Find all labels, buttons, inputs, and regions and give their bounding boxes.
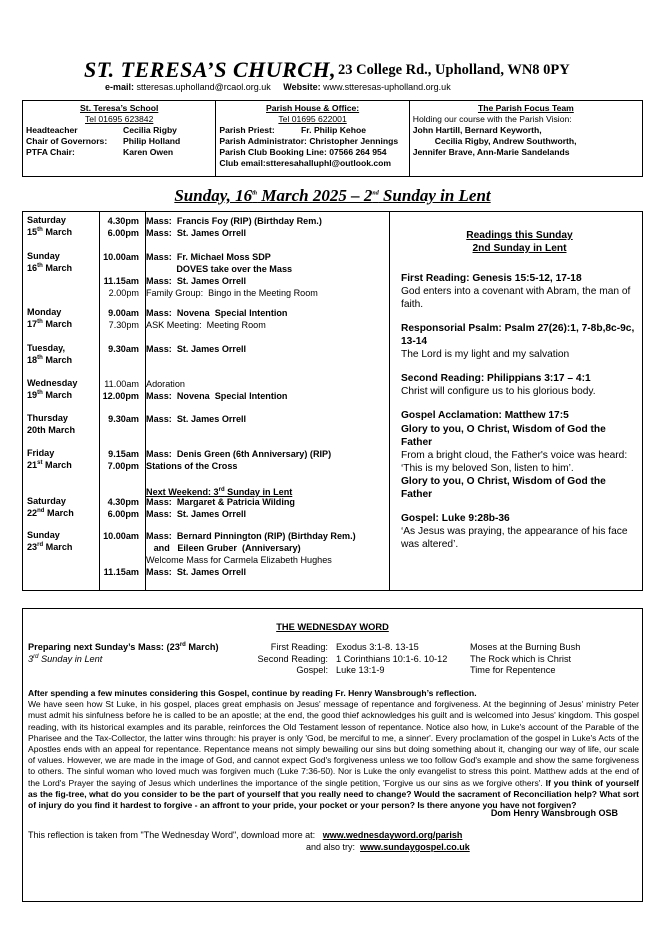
school-row: PTFA Chair: Karen Owen [26,146,174,157]
schedule-item: 11.00am Adoration [104,379,185,389]
sunday-title: Sunday, 16th March 2025 – 2nd Sunday in Lent [174,186,491,205]
wednesday-word-box [22,608,643,902]
footer-text-2: and also try: [306,842,356,852]
schedule-item: 4.30pm Mass: Margaret & Patricia Wilding [107,497,295,507]
church-address: 23 College Rd., Upholland, WN8 0PY [338,62,570,78]
prep-subheading: 3rd Sunday in Lent [28,653,103,664]
schedule-item: 9.30am Mass: St. James Orrell [108,414,247,424]
focus-team-title: The Parish Focus Team [477,103,574,113]
info-boxes [22,100,643,177]
wednesday-word-link[interactable]: www.wednesdayword.org/parish [322,830,463,840]
schedule-day: Sunday 16th March [27,251,73,273]
schedule-item: and Eileen Gruber (Anniversary) [146,543,301,553]
club-booking: Parish Club Booking Line: 07566 264 954 [219,146,387,157]
focus-team-line: Jennifer Brave, Ann-Marie Sandelands [412,146,570,157]
schedule-day: Thursday 20th March [27,413,76,435]
acclamation-label: Gospel Acclamation: Matthew 17:5 [401,410,569,422]
next-reading-row: First Reading: Exodus 3:1-8. 13-15 Moses at the Burning Bush [270,642,581,652]
second-reading-label: Second Reading: Philippians 3:17 – 4:1 [401,373,591,385]
schedule-item: 4.30pm Mass: Francis Foy (RIP) (Birthday Rem.) [107,216,322,226]
schedule-day: Sunday 23rd March [27,530,73,552]
schedule-item: Welcome Mass for Carmela Elizabeth Hughes [146,555,332,565]
gospel-text: ‘As Jesus was praying, the appearance of his face was altered’. [401,525,628,550]
parish-house-tel: Tel 01695 622001 [278,113,347,124]
parish-priest: Parish Priest: Fr. Philip Kehoe [219,124,366,135]
wednesday-word-title: THE WEDNESDAY WORD [276,622,389,632]
school-box [23,101,216,176]
psalm-text: The Lord is my light and my salvation [401,349,570,361]
school-row: Chair of Governors: Philip Holland [26,135,181,146]
schedule-item: 10.00am Mass: Fr. Michael Moss SDP [103,252,271,262]
next-reading-row: Second Reading: 1 Corinthians 10:1-6. 10-12 The Rock which is Christ [257,653,572,664]
schedule-day: Saturday 15th March [27,215,73,237]
schedule-item: 6.00pm Mass: St. James Orrell [107,509,247,519]
schedule-item: 12.00pm Mass: Novena Special Intention [102,391,288,401]
website-label: Website: [283,82,321,92]
focus-team-line: Holding our course with the Parish Vision: [412,113,572,124]
first-reading-text: God enters into a covenant with Abram, the man of faith. [401,286,631,311]
school-tel: Tel 01695 623842 [85,113,154,124]
readings-subheading: 2nd Sunday in Lent [472,243,567,255]
signature: Dom Henry Wansbrough OSB [490,808,618,818]
reflection-intro: After spending a few minutes considering this Gospel, continue by reading Fr. Henry Wansbrough’s reflection. [28,688,477,698]
schedule-box [22,211,643,591]
email-value[interactable]: stteresas.upholland@rcaol.org.uk [136,82,271,92]
parish-admin: Parish Administrator: Christopher Jennings [219,135,399,146]
website-value[interactable]: www.stteresas-upholland.org.uk [323,82,451,92]
schedule-item: 9.30am Mass: St. James Orrell [108,344,247,354]
schedule-item: 9.15am Mass: Denis Green (6th Anniversary) (RIP) [108,449,332,459]
focus-team-line: Cecilia Rigby, Andrew Southworth, [434,135,577,146]
schedule-item: 11.15am Mass: St. James Orrell [103,276,247,286]
school-title: St. Teresa’s School [80,103,159,113]
readings-panel [395,212,644,551]
next-weekend-heading: Next Weekend: 3rd Sunday in Lent [146,486,293,497]
schedule-day: Wednesday 19th March [27,378,78,400]
schedule-day: Tuesday, 18th March [27,343,73,365]
schedule-item: 11.15am Mass: St. James Orrell [103,567,247,577]
church-name: ST. TERESA’S CHURCH, [84,57,337,82]
reflection-questions: If you think of yourself as the fig-tree, what do you consider to be the part of yourself that you really need to change? Would the sacrament of Reconciliation help? What sort of injury do you find it hardest to forgive - an affront to your pride, your pocket or your person? Is there anyone you have not forgiven? [28,777,639,811]
parish-house-box [216,101,409,176]
reflection-text [28,688,639,811]
focus-team-line: John Hartill, Bernard Keyworth, [412,124,542,135]
prep-heading: Preparing next Sunday’s Mass: (23rd March) [28,641,219,652]
first-reading-label: First Reading: Genesis 15:5-12, 17-18 [401,273,582,285]
next-readings-table [250,642,630,677]
schedule-item: 10.00am Mass: Bernard Pinnington (RIP) (Birthday Rem.) [103,531,356,541]
schedule-day: Monday 17th March [27,307,73,329]
email-label: e-mail: [105,82,135,92]
readings-heading: Readings this Sunday [466,230,573,241]
schedule-item: 9.00am Mass: Novena Special Intention [108,308,288,318]
schedule-item: 2.00pm Family Group: Bingo in the Meeting Room [108,288,318,298]
acclamation-response: Glory to you, O Christ, Wisdom of God the Father [401,423,606,448]
schedule-day: Friday 21st March [27,448,72,470]
gospel-label: Gospel: Luke 9:28b-36 [401,512,510,524]
acclamation-response-2: Glory to you, O Christ, Wisdom of God the Father [401,475,606,500]
schedule-day: Saturday 22nd March [27,496,74,518]
reflection-body: We have seen how St Luke, in his gospel, places great emphasis on Jesus' message of repentance and forgiveness. At the beginning of Jesus' ministry Peter must admit his sinfulness before he is called to be an apostle; at the end, the good thief acknowledges his guilt and is welcomed into Jesus' kingdom. This gospel reading, with its historical examples and its parable, reinforces the Old Testament lesson of repentance. Notice also how, in Luke's account of the Parable of the Pharisee and the Tax-Collector, the latter wins through: his prayer is only 'God, be merciful to me, a sinner'. Every proclamation of the gospel in Luke's Acts of the Apostles ends with an appeal for repentance. Repentance means not simply bewailing our sins but doing something about it, changing our way of life, our scale of values. However, we are made in the image of God, and cannot expect God's forgiveness unless we too follow God's example and show the same forgiveness to others. The sinful woman who loved much was forgiven much (Luke 7:36-50). Nor is Luke the only evangelist to stress this point. Matthew adds at the end of the Lord's Prayer the saying of Jesus which underlines the importance of the single petition, 'Forgive us our sins as we forgive others'. [28,699,639,788]
parish-house-title: Parish House & Office: [266,103,360,113]
acclamation-text: From a bright cloud, the Father's voice was heard: ‘This is my beloved Son, listen to him’. [401,449,628,474]
focus-team-box [410,101,642,176]
sunday-gospel-link[interactable]: www.sundaygospel.co.uk [360,842,470,852]
next-reading-row: Gospel: Luke 13:1-9 Time for Repentence [296,665,556,676]
schedule-item: 7.00pm Stations of the Cross [107,461,238,471]
second-reading-text: Christ will configure us to his glorious body. [401,386,596,398]
schedule-item: 7.30pm ASK Meeting: Meeting Room [108,320,266,330]
school-row: Headteacher Cecilia Rigby [26,124,177,135]
club-email: Club email:stteresahalluphl@outlook.com [219,157,392,168]
schedule-item: 6.00pm Mass: St. James Orrell [107,228,247,238]
psalm-label: Responsorial Psalm: Psalm 27(26):1, 7-8b,8c-9c, 13-14 [401,323,635,348]
contact-line [105,82,451,93]
schedule-item: DOVES take over the Mass [146,264,293,274]
footer-text: This reflection is taken from "The Wednesday Word", download more at: [28,830,316,840]
